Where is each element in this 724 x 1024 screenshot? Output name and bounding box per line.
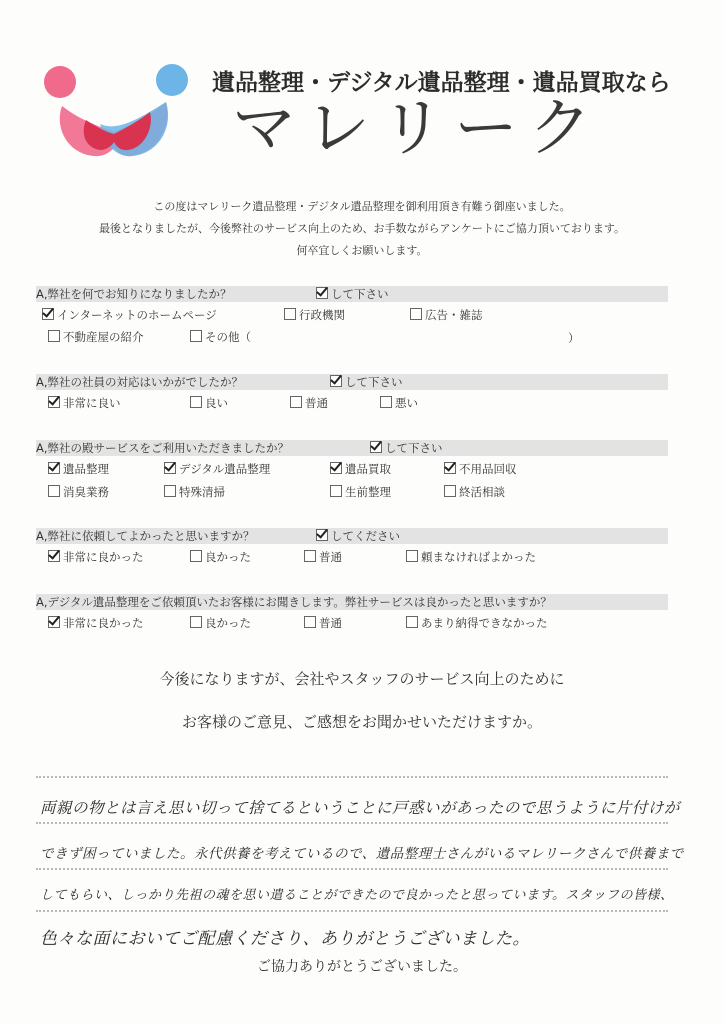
- checkbox-icon[interactable]: [380, 396, 392, 408]
- checkbox-icon[interactable]: [190, 330, 202, 342]
- question-1-hint-text: して下さい: [331, 287, 389, 301]
- option-label: 広告・雑誌: [425, 308, 483, 322]
- thanks-text: ご協力ありがとうございました。: [257, 959, 467, 975]
- q2-option-bad[interactable]: [380, 396, 418, 410]
- option-label: 不用品回収: [459, 462, 517, 476]
- q1-option-advert[interactable]: [410, 308, 483, 322]
- option-label: 遺品整理: [63, 462, 109, 476]
- question-5-text: A,デジタル遺品整理をご依頼頂いたお客様にお聞きします。弊社サービスは良かったと思いますか？: [36, 595, 552, 609]
- q3-option-pre-death[interactable]: [330, 485, 391, 499]
- option-label: 終活相談: [459, 485, 505, 499]
- option-label: デジタル遺品整理: [179, 462, 271, 476]
- option-label: 良い: [205, 396, 228, 410]
- q4-option-good[interactable]: [190, 550, 251, 564]
- question-4-hint: [316, 528, 400, 544]
- question-2-hint-text: して下さい: [345, 375, 403, 389]
- option-label: その他（: [205, 330, 251, 344]
- checkbox-icon[interactable]: [48, 330, 60, 342]
- q3-option-end-of-life[interactable]: [444, 485, 505, 499]
- option-label: インターネットのホームページ: [57, 308, 217, 322]
- checkbox-icon[interactable]: [48, 616, 60, 628]
- question-1-hint: [316, 286, 389, 302]
- question-1-bar: [36, 286, 668, 302]
- question-1-text: A,弊社を何でお知りになりましたか？: [36, 287, 232, 301]
- question-3-text: A,弊社の殿サービスをご利用いただきましたか？: [36, 441, 290, 455]
- comment-rule-3: [36, 910, 668, 912]
- intro-line-3: 何卒宜しくお願いします。: [296, 244, 428, 257]
- option-label: 頼まなければよかった: [421, 550, 536, 564]
- question-3-bar: [36, 440, 668, 456]
- option-label: 生前整理: [345, 485, 391, 499]
- q3-option-digital[interactable]: [164, 462, 270, 476]
- question-4-hint-text: してください: [331, 529, 400, 543]
- option-label: 悪い: [395, 396, 418, 410]
- option-label: 非常に良かった: [63, 616, 144, 630]
- intro-line-2: 最後となりましたが、今後弊社のサービス向上のため、お手数ながらアンケートにご協力頂いております。: [98, 222, 626, 235]
- q1-option-other[interactable]: [190, 330, 251, 344]
- checkbox-icon[interactable]: [330, 485, 342, 497]
- q4-option-very-good[interactable]: [48, 550, 144, 564]
- checkbox-icon[interactable]: [190, 396, 202, 408]
- checkbox-icon[interactable]: [410, 308, 422, 320]
- question-3-hint-text: して下さい: [385, 441, 443, 455]
- checkbox-icon[interactable]: [444, 485, 456, 497]
- q2-option-good[interactable]: [190, 396, 228, 410]
- option-label: 遺品買取: [345, 462, 391, 476]
- q5-option-very-good[interactable]: [48, 616, 144, 630]
- option-label: 良かった: [205, 616, 251, 630]
- q5-option-unsatisfied[interactable]: [406, 616, 548, 630]
- question-4-text: A,弊社に依頼してよかったと思いますか？: [36, 529, 255, 543]
- q3-option-estate[interactable]: [48, 462, 109, 476]
- q3-option-special-clean[interactable]: [164, 485, 225, 499]
- q5-option-good[interactable]: [190, 616, 251, 630]
- q3-option-junk[interactable]: [444, 462, 517, 476]
- q1-option-realestate[interactable]: [48, 330, 144, 344]
- q1-option-government[interactable]: [284, 308, 345, 322]
- checkbox-icon[interactable]: [190, 616, 202, 628]
- question-3-hint: [370, 440, 443, 456]
- option-label: 消臭業務: [63, 485, 109, 499]
- option-label: 行政機関: [299, 308, 345, 322]
- comment-line-3: してもらい、しっかり先祖の魂を思い遣ることができたので良かったと思っています。スタッフの皆様、: [40, 888, 674, 903]
- comment-line-2: できず困っていました。永代供養を考えているので、遺品整理士さんがいるマレリークさんで供養まで: [40, 846, 684, 862]
- question-2-hint: [330, 374, 403, 390]
- question-4-bar: [36, 528, 668, 544]
- q2-option-very-good[interactable]: [48, 396, 121, 410]
- check-icon: [330, 375, 342, 387]
- q3-option-buyback[interactable]: [330, 462, 391, 476]
- option-label: 普通: [319, 616, 342, 630]
- q3-option-deodorize[interactable]: [48, 485, 109, 499]
- option-label: 非常に良かった: [63, 550, 144, 564]
- comment-line-1: 両親の物とは言え思い切って捨てるということに戸惑いがあったので思うように片付けが: [40, 799, 680, 817]
- check-icon: [316, 529, 328, 541]
- checkbox-icon[interactable]: [330, 462, 342, 474]
- tagline: 遺品整理・デジタル遺品整理・遺品買取なら: [212, 70, 671, 96]
- question-2-bar: [36, 374, 668, 390]
- closing-line-2: お客様のご意見、ご感想をお聞かせいただけますか。: [181, 713, 542, 731]
- checkbox-icon[interactable]: [406, 616, 418, 628]
- comment-rule-2: [36, 868, 668, 870]
- option-label: あまり納得できなかった: [421, 616, 548, 630]
- check-icon: [316, 287, 328, 299]
- option-label: 普通: [305, 396, 328, 410]
- intro-line-1: この度はマレリーク遺品整理・デジタル遺品整理を御利用頂き有難う御座いました。: [153, 200, 571, 213]
- checkbox-icon[interactable]: [304, 616, 316, 628]
- q2-option-normal[interactable]: [290, 396, 328, 410]
- option-label: 不動産屋の紹介: [63, 330, 144, 344]
- comment-rule-1: [36, 822, 668, 824]
- comment-line-4: 色々な面においてご配慮くださり、ありがとうございました。: [40, 929, 530, 949]
- checkbox-icon[interactable]: [284, 308, 296, 320]
- marerique-logo-icon: [40, 62, 190, 162]
- q4-option-regret[interactable]: [406, 550, 536, 564]
- checkbox-icon[interactable]: [48, 485, 60, 497]
- option-label: 非常に良い: [63, 396, 121, 410]
- check-icon: [370, 441, 382, 453]
- checkbox-icon[interactable]: [164, 485, 176, 497]
- question-5-bar: [36, 594, 668, 610]
- brand-name: マレリーク: [232, 92, 602, 166]
- option-label: 普通: [319, 550, 342, 564]
- option-label: 良かった: [205, 550, 251, 564]
- checkbox-icon[interactable]: [42, 308, 54, 320]
- comment-rule-0: [36, 776, 668, 778]
- checkbox-icon[interactable]: [48, 550, 60, 562]
- checkbox-icon[interactable]: [48, 462, 60, 474]
- checkbox-icon[interactable]: [444, 462, 456, 474]
- checkbox-icon[interactable]: [164, 462, 176, 474]
- closing-line-1: 今後になりますが、会社やスタッフのサービス向上のために: [159, 670, 565, 688]
- q1-close-paren: ）: [568, 331, 580, 345]
- checkbox-icon[interactable]: [304, 550, 316, 562]
- q1-option-internet[interactable]: [42, 308, 217, 322]
- q5-option-normal[interactable]: [304, 616, 342, 630]
- checkbox-icon[interactable]: [406, 550, 418, 562]
- question-2-text: A,弊社の社員の対応はいかがでしたか？: [36, 375, 244, 389]
- option-label: 特殊清掃: [179, 485, 225, 499]
- checkbox-icon[interactable]: [190, 550, 202, 562]
- checkbox-icon[interactable]: [290, 396, 302, 408]
- checkbox-icon[interactable]: [48, 396, 60, 408]
- q4-option-normal[interactable]: [304, 550, 342, 564]
